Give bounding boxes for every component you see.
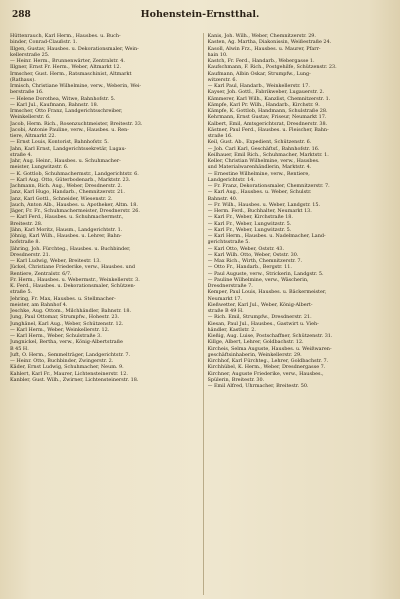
directory-entry: — Heinr. Herm., Brunnenwärter, Zentralstr. 4. [10,58,125,64]
directory-entry: Landgerichtstr. 14. [207,176,255,183]
directory-entry: Kiesan, Paul Jul., Hausbes., Gastwirt u. Vieh- [207,320,319,327]
directory-entry: — Pauline Wilhelmine, verw., Wäscherin, [207,276,309,283]
directory-entry: — Karl Aug., Hausbes. u. Weber, Schulstr. [207,189,312,196]
directory-entry: Hüttenrauch, Karl Herm., Hausbes. u. Buch- [10,33,121,39]
directory-entry: Kehrmann, Ernst Gustav, Friseur, Neumarkt 17. [207,114,327,121]
directory-entry: B 45 H. [10,345,29,352]
directory-entry: Jauch, Anton Alb., Hausbes. u. Apotheker, Altm. 18. [10,201,138,208]
directory-entry: — Max Rich., Wirth, Chemnitzerstr. 7. [207,258,303,264]
directory-entry: Kießwetter, Karl Jul., Weber, König-Albert- [207,301,313,308]
directory-entry: Kemper, Paul Louis, Hausbes. u. Bäckermeister, [207,289,327,296]
directory-entry: Jachmann, Rich. Aug., Weber, Dresdnerstr. 2. [10,183,123,189]
directory-entry: Jahn, Karl Ernst, Landgerichtssekretär, Lugau- [10,145,127,152]
directory-entry: — Karl Ludwig, Weber, Breitestr. 13. [10,258,101,264]
directory-entry: — Karl Fr., Weber, Kirchstraße 18. [207,214,293,221]
directory-entry: — Heinr. Otto, Buchbinder, Zwingerstr. 2. [10,358,114,364]
directory-entry: berstraße 16. [10,89,44,96]
directory-entry: — Otto Fr., Handarb., Bergstr. 11. [207,264,292,271]
directory-entry: Kaufmann, Albin Oskar, Strumpfw., Lung- [207,70,311,77]
directory-entry: Kästner, Paul Ferd., Hausbes. u. Fleischer, Bahn- [207,126,329,133]
directory-entry: Kayser, Joh. Gottl., Fabrikweber, Lugauerstr. 2. [207,89,325,96]
directory-entry: — Karl Fr., Weber, Lungwitzstr. 5. [207,226,292,233]
directory-entry: Kastch, Fr. Ferd., Handarb., Webergasse 1. [207,58,315,64]
directory-entry: — Karl Paul, Handarb., Weinkellerstr. 17. [207,83,310,89]
directory-entry: binder, Conrad-Claußstr. 1. [10,39,78,46]
directory-entry: Kämmerer, Karl Wilh., Kanzlist, Chemnitzerstr. 1. [207,95,331,102]
directory-entry: — Karl Otto, Weber, Oststr. 43. [207,245,285,252]
directory-entry: Jöhnig, Karl Wilh., Hausbes. u. Lehrer, Bahn- [10,233,122,239]
directory-entry: — Emil Alfred, Uhrmacher, Breitestr. 50. [207,383,309,389]
directory-entry: straße 16. [207,133,233,139]
directory-entry: — Karl Ferd., Hausbes. u. Schuhmachermstr., [10,214,124,221]
directory-entry: Jungnickel, Bertha, verw., König-Albertstraße [10,339,123,346]
directory-entry: kellerstraße 25. [10,51,50,58]
directory-entry: Kircheis, Selma Auguste, Hausbes. u. Weißwaren- [207,345,332,352]
right-column [203,33,395,595]
directory-entry: Breitestr. 28. [10,220,43,227]
directory-entry: händler, Kastlstr. 2. [207,326,256,333]
directory-entry: Irmscher, Gust. Herm., Ratsmaschinist, Altmarkt [10,70,132,77]
directory-entry: Janz, Karl Hugo, Handarb., Chemnitzerstr. 21. [10,189,125,196]
directory-entry: — Karl Herm., Hausbes. u. Nadelmacher, Land- [207,233,326,239]
directory-entry: straße 4. [10,151,33,158]
directory-entry: K. Ferd., Hausbes. u. Dekorationsmaler, Schützen- [10,283,136,289]
directory-entry: Jung, Paul Ottomar, Strumpfw., Hohestr. 23. [10,314,120,321]
directory-entry: Illgen, Gustav, Hausbes. u. Dekorationsmaler, Wein- [10,45,139,52]
directory-entry: Jückel, Christiane Friederike, verw., Hausbes. und [10,264,135,271]
directory-entry: Dresdnerstr. 21. [10,251,51,258]
directory-entry: straße 5. [10,289,33,296]
directory-entry: — Karl Aug. Otto, Güterbodenarb., Marktstr. 23. [10,176,131,183]
directory-entry: Kirchhof, Karl Fürchteg., Lehrer, Goldbachstr. 7. [207,358,329,364]
directory-entry: Kirchner, Auguste Friederike, verw., Hausbes., [207,370,324,377]
directory-entry: Kämpfe, K. Gottlob, Handmann, Schulstraße 28. [207,108,328,114]
directory-entry: Junghänel, Karl Aug., Weber, Schützenstr. 12. [10,320,124,327]
directory-entry: — Karl Fr., Weber, Lungwitzstr. 5. [207,220,292,227]
directory-entry: hain 10. [207,51,228,58]
directory-entry: Kalbert, Emil, Amtsgerichtsrat, Dresdnerstr. 38. [207,120,328,127]
directory-entry: — K. Gottlob, Schuhmachermstr., Landgerichtstr. 6. [10,170,139,177]
directory-entry: straße B 49 H. [207,308,244,314]
directory-entry: Dresdnerstraße 7. [207,283,253,289]
directory-entry: witzerstr. 6. [207,76,238,83]
directory-entry: Kirchhübel, K. Herm., Weber, Dresdnergasse 7. [207,364,326,371]
directory-entry: Jähring, Joh. Fürchteg., Hausbes. u. Buchbinder, [10,245,131,252]
page-header [10,6,390,32]
directory-entry: — Helene Dorothea, Witwe, Bahnhofstr. 5. [10,95,116,102]
directory-entry: Neumarkt 17. [207,295,242,302]
directory-entry: meister, Lungwitzstr. 6. [10,164,69,171]
directory-entry: meister, am Bahnhof 4. [10,301,68,308]
directory-entry: Keller, Christian Wilhelmine, verw., Hausbes. [207,158,320,164]
directory-entry: Kießig, Aug. Luise, Postschaffner, Schützenstr. 31. [207,333,333,339]
directory-entry: Kanbler, Gust. Wilh., Zwirner, Lichtensteinerstr. 18. [10,376,139,383]
directory-entry: — Karl Herm., Weber, Weinkellerstr. 12. [10,326,110,333]
directory-entry: Kasten, Ag. Martha, Diakonissin, Weißestraße 24. [207,39,332,46]
directory-entry: Käder, Ernst Ludwig, Schuhmacher, Neum. 9. [10,364,124,371]
page-number: 288 [12,10,31,20]
directory-entry: — Rich. Emil, Strumpfw., Dresdnerstr. 21. [207,314,312,321]
directory-entry: — Ernestine Wilhelmine, verw., Rentiere, [207,170,310,177]
directory-entry: — Joh. Carl Karl, Geschäftsf., Bahnhofstr. 16. [207,145,320,152]
directory-entry: Spülerin, Breitestr. 30. [207,376,265,383]
directory-entry: Keil, Gust. Ab., Expedient, Schützenstr. 6. [207,139,312,146]
directory-entry: — Karl Wilh. Otto, Weber, Oststr. 30. [207,251,299,258]
directory-entry: Fr. Herm., Hausbes. u. Webermstr., Weinkellerstr. 3. [10,276,140,283]
directory-entry: Jacob, Herm. Rich., Rosenzuchtmeister, Breitestr. 33. [10,120,143,127]
directory-entry: (Rathaus). [10,76,36,83]
directory-entry: Juft, O. Herm., Semmelträger, Landgerichtstr. 7. [10,351,131,358]
directory-entry: Jacobi, Antonie Pauline, verw., Hausbes. u. Ren- [10,126,129,133]
left-column [10,33,197,595]
directory-entry: Kanis, Joh. Wilh., Weber, Chemnitzerstr. 29. [207,33,316,39]
directory-entry: hofstraße 8. [10,239,41,246]
directory-entry: Weinkellerstr. 6. [10,114,51,121]
page-title: Hohenstein-Ernstthal. [140,9,260,20]
directory-entry: tiere, Altmarkt 22. [10,133,56,139]
directory-entry: — Karl Herm., Weber, Schulstraße 3. [10,333,102,339]
directory-entry: Kaufschmann, F. Rich., Postgehilfe, Schützenstr. 23. [207,64,337,71]
directory-entry: Irmisch, Christiane Wilhelmine, verw., Weberin, Wei- [10,83,142,89]
directory-entry: Keilhauer, Emil Rich., Schuhmacher, Marktstr. 1. [207,151,329,158]
directory-entry: Kasoll, Alwin Frz., Hausbes. u. Maurer, Pfarr- [207,45,321,52]
directory-entry: Illgner, Ernst Fr. Herm., Weber, Altmarkt 12. [10,64,122,71]
directory-entry: Janz, Karl Gottl., Schneider, Wiesenstr. 2. [10,195,113,202]
directory-entry: gerichtsstraße 5. [207,239,250,246]
directory-entry: geschäftsinhaberin, Weinkellerstr. 29. [207,351,302,358]
directory-entry: Kämpfe, Karl Pr. Wilh., Handarb., Kirchstr. 9. [207,101,320,108]
directory-entry: — Fr. Wilh., Hausbes. u. Weber, Landgstr. 15. [207,201,321,208]
directory-entry: — Herm. Ferd., Buchhalter, Neumarkt 13. [207,208,312,214]
directory-columns [10,33,394,595]
directory-entry: Jäger, Fr. Fr., Schuhmachermeister, Dresdnerstr. 26. [10,208,140,214]
directory-entry: Rentiere, Zentralstr. 6/7. [10,270,72,277]
directory-entry: — Ernst Louis, Kontorist, Bahnhofstr. 5. [10,139,109,146]
directory-entry: — Fr. Franz, Dekorationsmaler, Chemnitzerstr. 7. [207,183,330,189]
directory-entry: Irmscher, Otto Franz, Landgerichtsschreiber, [10,108,123,114]
directory-entry: Jeschke, Aug. Ottom., Milchhändler, Bahnstr. 18. [10,308,132,314]
directory-entry: Killge, Albert, Lehrer, Goldbachstr. 12. [207,339,304,346]
directory-entry: Jehring, Fr. Max, Hausbes. u. Stellmacher- [10,295,116,302]
directory-entry: und Materialwarenhändlerin, Marktstr. 4. [207,164,312,171]
directory-entry: — Karl Jul., Kaufmann, Bahnstr. 18. [10,101,99,108]
directory-entry: — Paul Auguste, verw., Strickerin, Landgstr. 5. [207,270,324,277]
directory-entry: Bahnstr. 40. [207,195,238,202]
directory-entry: Kahlert, Karl Fr., Maurer, Lichtensteinerstr. 12. [10,370,128,377]
directory-entry: Jahr, Aug. Heinr., Hausbes. u. Schuhmacher- [10,158,121,164]
directory-entry: Jähn, Karl Moritz, Hausm., Landgerichtstr. 1. [10,226,123,233]
